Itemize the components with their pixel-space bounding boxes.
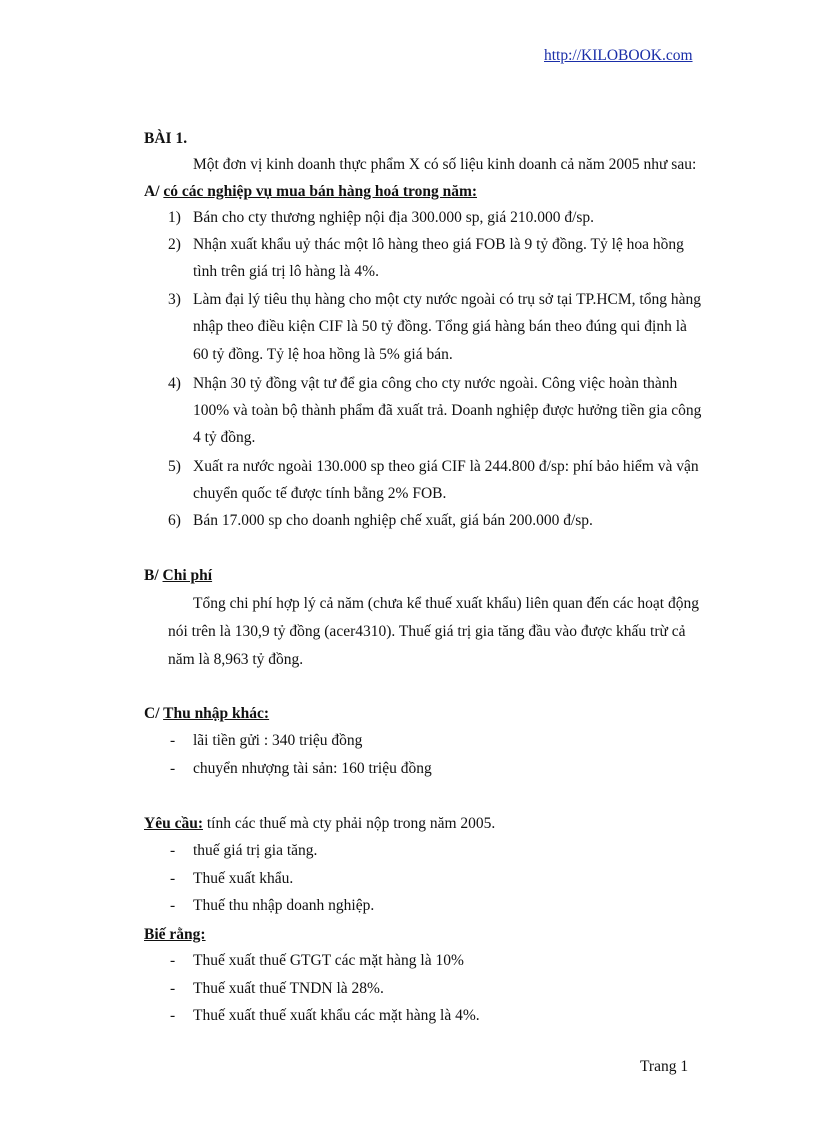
section-b-title: Chi phí bbox=[162, 567, 213, 584]
section-b-heading bbox=[144, 567, 212, 585]
section-a-prefix: A/ bbox=[144, 183, 164, 200]
section-c-heading bbox=[144, 705, 269, 723]
bullet-dash: - bbox=[170, 870, 176, 887]
list-item-line: chuyển quốc tế được tính bằng 2% FOB. bbox=[193, 485, 447, 502]
list-item-line: Bán 17.000 sp cho doanh nghiệp chế xuất, giá bán 200.000 đ/sp. bbox=[193, 512, 593, 529]
list-item-line: Bán cho cty thương nghiệp nội địa 300.000 sp, giá 210.000 đ/sp. bbox=[193, 209, 595, 226]
header-link[interactable]: http://KILOBOOK.com bbox=[544, 47, 693, 64]
list-item-line: tình trên giá trị lô hàng là 4%. bbox=[193, 263, 379, 280]
list-item-line: Làm đại lý tiêu thụ hàng cho một cty nước ngoài có trụ sở tại TP.HCM, tổng hàng bbox=[193, 291, 701, 308]
list-item: thuế giá trị gia tăng. bbox=[193, 842, 318, 859]
section-b-line: Tổng chi phí hợp lý cả năm (chưa kể thuế xuất khẩu) liên quan đến các hoạt động bbox=[193, 595, 699, 612]
bullet-dash: - bbox=[170, 842, 176, 859]
requirements-heading: Yêu cầu: bbox=[144, 815, 203, 832]
section-c-prefix: C/ bbox=[144, 705, 164, 722]
intro-text: Một đơn vị kinh doanh thực phẩm X có số liệu kinh doanh cả năm 2005 như sau: bbox=[193, 156, 697, 173]
list-item: chuyển nhượng tài sản: 160 triệu đồng bbox=[193, 760, 432, 777]
section-b-line: năm là 8,963 tỷ đồng. bbox=[168, 651, 304, 668]
list-item-number: 3) bbox=[168, 291, 181, 308]
bullet-dash: - bbox=[170, 760, 176, 777]
section-b-prefix: B/ bbox=[144, 567, 163, 584]
list-item-number: 2) bbox=[168, 236, 181, 253]
list-item-line: 100% và toàn bộ thành phẩm đã xuất trả. Doanh nghiệp được hưởng tiền gia công bbox=[193, 402, 702, 419]
list-item: Thuế xuất khẩu. bbox=[193, 870, 294, 887]
list-item: Thuế xuất thuế xuất khẩu các mặt hàng là 4%. bbox=[193, 1007, 480, 1024]
list-item: Thuế xuất thuế TNDN là 28%. bbox=[193, 980, 384, 997]
list-item: Thuế thu nhập doanh nghiệp. bbox=[193, 897, 375, 914]
list-item: lãi tiền gửi : 340 triệu đồng bbox=[193, 732, 363, 749]
section-a-title: có các nghiệp vụ mua bán hàng hoá trong năm: bbox=[163, 183, 478, 200]
list-item-line: 4 tỷ đồng. bbox=[193, 429, 256, 446]
bullet-dash: - bbox=[170, 980, 176, 997]
requirements-line bbox=[144, 815, 495, 833]
requirements-text: tính các thuế mà cty phải nộp trong năm 2005. bbox=[202, 815, 496, 832]
section-c-title: Thu nhập khác: bbox=[163, 705, 270, 722]
list-item-line: Nhận 30 tỷ đồng vật tư để gia công cho cty nước ngoài. Công việc hoàn thành bbox=[193, 375, 678, 392]
bullet-dash: - bbox=[170, 952, 176, 969]
list-item-line: Xuất ra nước ngoài 130.000 sp theo giá CIF là 244.800 đ/sp: phí bảo hiểm và vận bbox=[193, 458, 699, 475]
exercise-title: BÀI 1. bbox=[144, 130, 188, 147]
page-number: Trang 1 bbox=[640, 1058, 689, 1075]
list-item-number: 4) bbox=[168, 375, 181, 392]
list-item: Thuế xuất thuế GTGT các mặt hàng là 10% bbox=[193, 952, 464, 969]
section-a-heading bbox=[144, 183, 477, 201]
bullet-dash: - bbox=[170, 1007, 176, 1024]
bullet-dash: - bbox=[170, 732, 176, 749]
list-item-line: nhập theo điều kiện CIF là 50 tỷ đồng. Tổng giá hàng bán theo đúng qui định là bbox=[193, 318, 687, 335]
bullet-dash: - bbox=[170, 897, 176, 914]
list-item-number: 6) bbox=[168, 512, 181, 529]
list-item-number: 5) bbox=[168, 458, 181, 475]
section-b-line: nói trên là 130,9 tỷ đồng (acer4310). Thuế giá trị gia tăng đầu vào được khấu trừ cả bbox=[168, 623, 686, 640]
list-item-line: 60 tỷ đồng. Tỷ lệ hoa hồng là 5% giá bán. bbox=[193, 346, 453, 363]
list-item-line: Nhận xuất khẩu uỷ thác một lô hàng theo giá FOB là 9 tỷ đồng. Tỷ lệ hoa hồng bbox=[193, 236, 684, 253]
list-item-number: 1) bbox=[168, 209, 181, 226]
known-heading: Biế rằng: bbox=[144, 926, 206, 943]
